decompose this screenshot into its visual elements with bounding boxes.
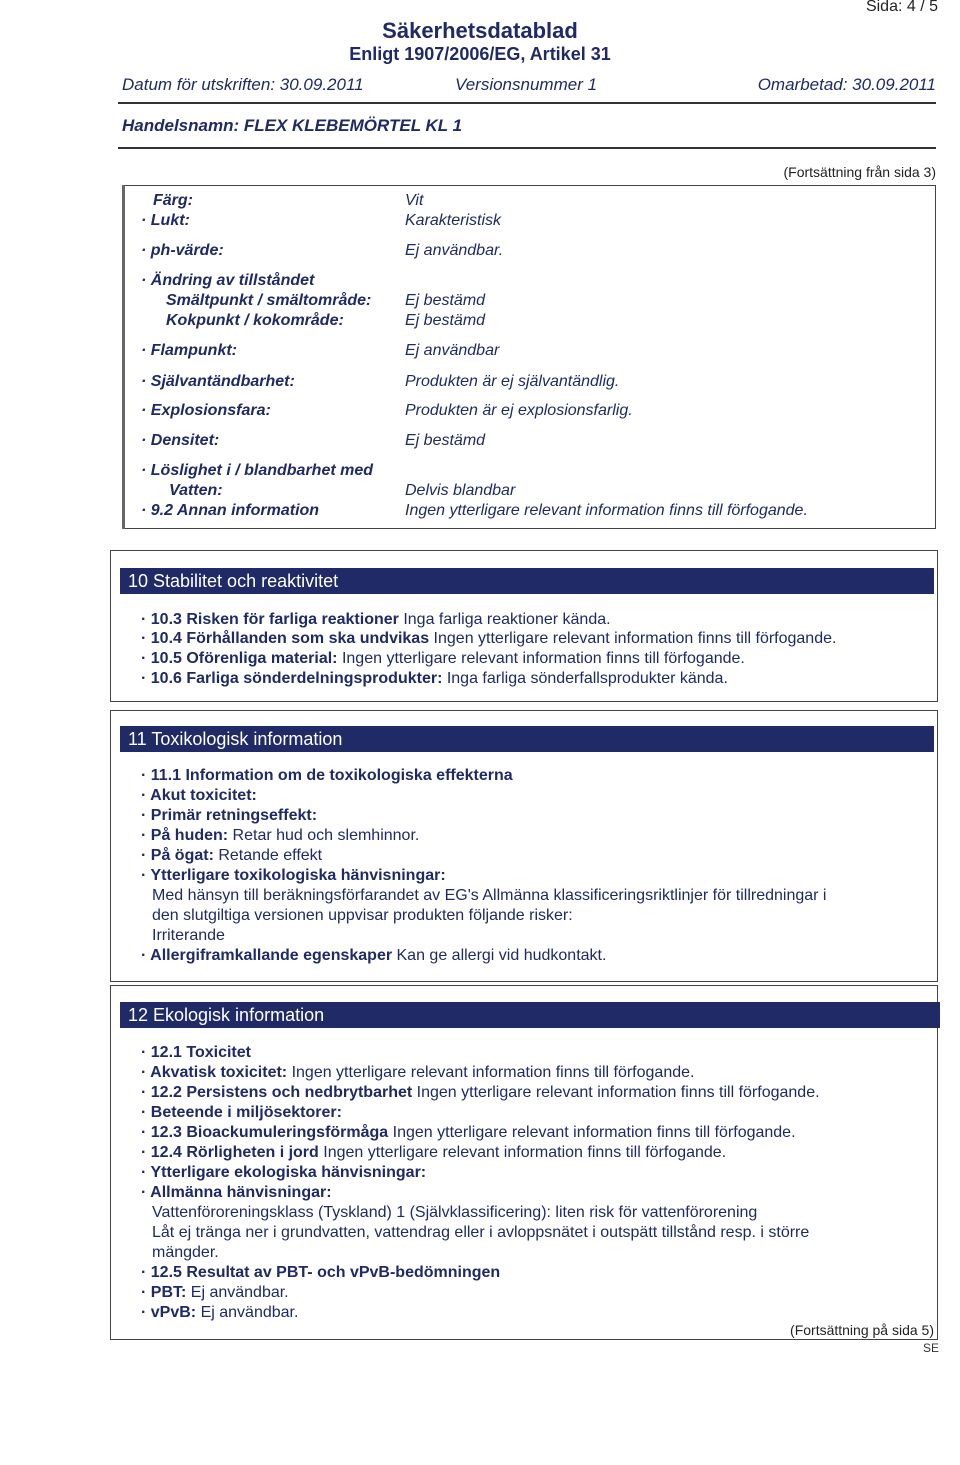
revised-date: Omarbetad: 30.09.2011 — [757, 75, 936, 94]
header-divider — [118, 102, 936, 104]
solubility-label: · Löslighet i / blandbarhet med — [141, 462, 374, 479]
section11-line: · På ögat: Retande effekt — [141, 847, 323, 864]
page-number: Sida: 4 / 5 — [865, 0, 938, 15]
section11-line: · Akut toxicitet: — [141, 787, 257, 804]
other-info-value: Ingen ytterligare relevant information finns till förfogande. — [405, 502, 808, 519]
flash-point-value: Ej användbar — [405, 342, 500, 359]
boiling-point-label: Kokpunkt / kokområde: — [166, 312, 344, 329]
section12-heading: 12 Ekologisk information — [120, 1002, 940, 1028]
document-title: Säkerhetsdatablad — [382, 18, 578, 43]
footer-country-code: SE — [923, 1341, 940, 1355]
section11-text: den slutgiltiga versionen uppvisar produkten följande risker: — [152, 907, 573, 924]
section12-line: · 12.1 Toxicitet — [141, 1044, 251, 1061]
continued-to: (Fortsättning på sida 5) — [790, 1322, 934, 1338]
document-subtitle: Enligt 1907/2006/EG, Artikel 31 — [349, 44, 611, 64]
section11-heading: 11 Toxikologisk information — [120, 726, 934, 752]
section12-line: · 12.2 Persistens och nedbrytbarhet Ingen ytterligare relevant information finns till förfogande. — [141, 1084, 820, 1101]
flash-point-label: · Flampunkt: — [141, 342, 237, 359]
section10-line: · 10.5 Oförenliga material: Ingen ytterligare relevant information finns till förfogande. — [141, 650, 745, 667]
section11-text: Med hänsyn till beräkningsförfarandet av EG's Allmänna klassificeringsriktlinjer för tillredningar i — [152, 887, 827, 904]
section12-line: · Ytterligare ekologiska hänvisningar: — [141, 1164, 427, 1181]
section12-line: · Allmänna hänvisningar: — [141, 1184, 332, 1201]
section12-text: Låt ej tränga ner i grundvatten, vattendrag eller i avloppsnätet i outspätt tillstånd resp. i större — [152, 1224, 810, 1241]
section12-line: · 12.4 Rörligheten i jord Ingen ytterligare relevant information finns till förfogande. — [141, 1144, 727, 1161]
water-label: Vatten: — [169, 482, 223, 499]
section12-line: · Akvatisk toxicitet: Ingen ytterligare relevant information finns till förfogande. — [141, 1064, 695, 1081]
water-value: Delvis blandbar — [405, 482, 516, 499]
section12-line: · 12.3 Bioackumuleringsförmåga Ingen ytterligare relevant information finns till förfogande. — [141, 1124, 796, 1141]
print-date: Datum för utskriften: 30.09.2011 — [122, 75, 364, 94]
color-label: Färg: — [153, 192, 193, 209]
melting-point-value: Ej bestämd — [405, 292, 486, 309]
section11-text: Irriterande — [152, 927, 225, 944]
density-value: Ej bestämd — [405, 432, 486, 449]
section10-heading: 10 Stabilitet och reaktivitet — [120, 568, 934, 594]
section12-text: Vattenföroreningsklass (Tyskland) 1 (Självklassificering): liten risk för vattenförorening — [152, 1204, 758, 1221]
density-label: · Densitet: — [141, 432, 220, 449]
section11-line: · 11.1 Information om de toxikologiska effekterna — [141, 767, 513, 784]
odor-value: Karakteristisk — [405, 212, 502, 229]
boiling-point-value: Ej bestämd — [405, 312, 486, 329]
state-change-label: · Ändring av tillståndet — [141, 272, 315, 289]
section11-line: · Allergiframkallande egenskaper Kan ge allergi vid hudkontakt. — [141, 947, 607, 964]
other-info-label: · 9.2 Annan information — [141, 502, 320, 519]
ph-value: Ej användbar. — [405, 242, 504, 259]
section12-text: mängder. — [152, 1244, 219, 1261]
section9-left-rule — [122, 185, 125, 529]
explosion-label: · Explosionsfara: — [141, 402, 271, 419]
self-ignition-label: · Självantändbarhet: — [141, 373, 295, 390]
odor-label: · Lukt: — [141, 212, 190, 229]
section12-line: · Beteende i miljösektorer: — [141, 1104, 342, 1121]
continued-from: (Fortsättning från sida 3) — [783, 164, 936, 180]
section10-line: · 10.4 Förhållanden som ska undvikas Ingen ytterligare relevant information finns till förfogande. — [141, 630, 837, 647]
section10-line: · 10.3 Risken för farliga reaktioner Inga farliga reaktioner kända. — [141, 611, 611, 628]
section12-line: · 12.5 Resultat av PBT- och vPvB-bedömningen — [141, 1264, 501, 1281]
trade-name: Handelsnamn: FLEX KLEBEMÖRTEL KL 1 — [122, 116, 463, 135]
ph-label: · ph-värde: — [141, 242, 224, 259]
version-number: Versionsnummer 1 — [455, 75, 598, 94]
color-value: Vit — [405, 192, 424, 209]
trade-name-divider — [118, 147, 936, 149]
explosion-value: Produkten är ej explosionsfarlig. — [405, 402, 633, 419]
section11-line: · På huden: Retar hud och slemhinnor. — [141, 827, 420, 844]
section11-line: · Primär retningseffekt: — [141, 807, 318, 824]
section12-line: · vPvB: Ej användbar. — [141, 1304, 299, 1321]
melting-point-label: Smältpunkt / smältområde: — [166, 292, 372, 309]
section12-line: · PBT: Ej användbar. — [141, 1284, 289, 1301]
section11-line: · Ytterligare toxikologiska hänvisningar: — [141, 867, 446, 884]
section10-line: · 10.6 Farliga sönderdelningsprodukter: Inga farliga sönderfallsprodukter kända. — [141, 670, 728, 687]
self-ignition-value: Produkten är ej självantändlig. — [405, 373, 620, 390]
